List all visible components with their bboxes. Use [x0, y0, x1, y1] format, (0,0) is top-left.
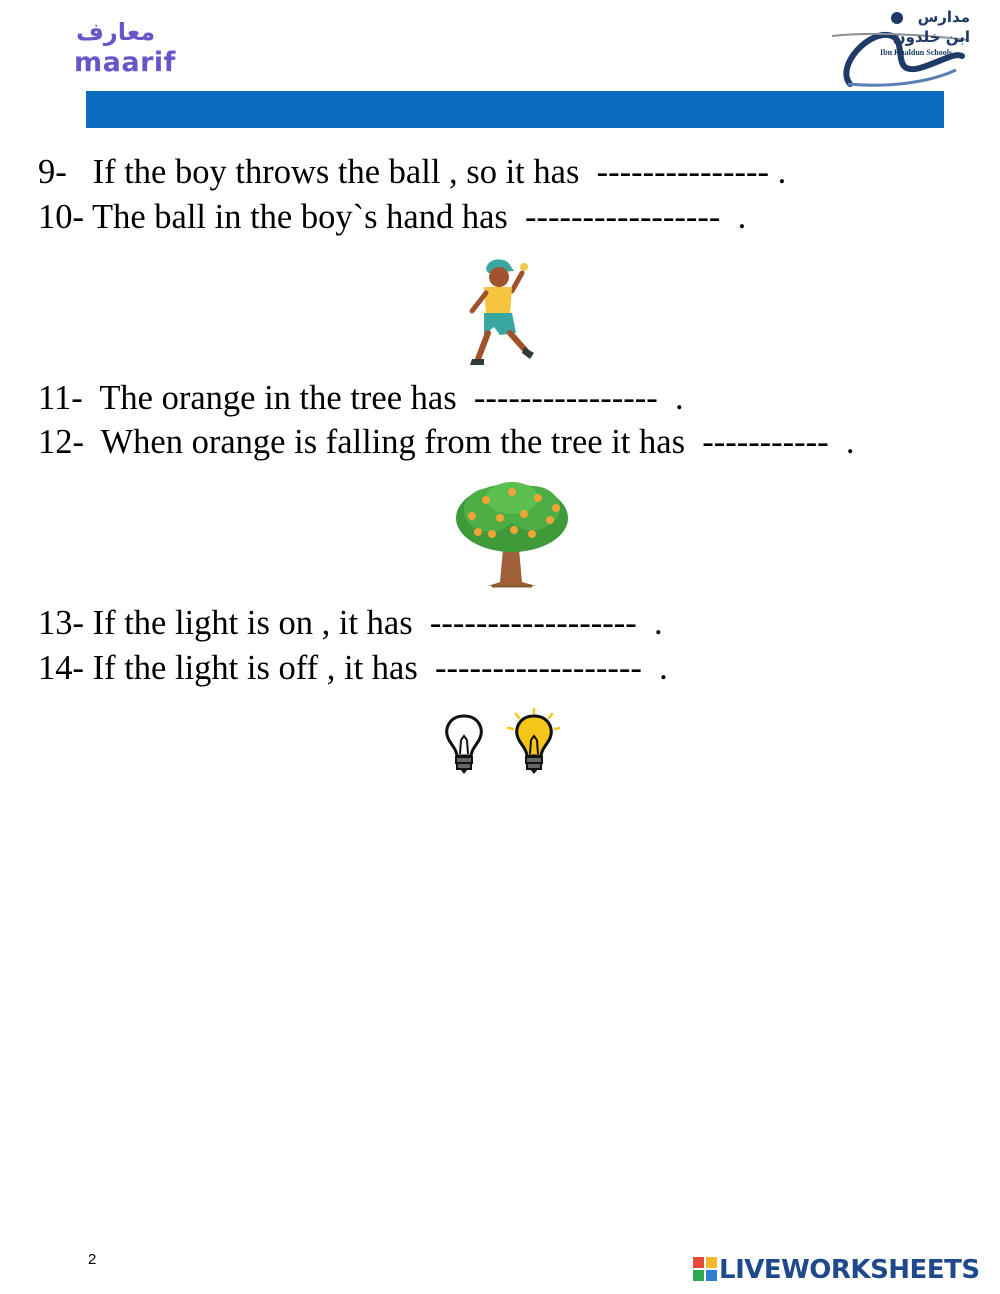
boy-throwing-ball-image	[454, 255, 540, 367]
page-number: 2	[88, 1251, 97, 1268]
maarif-latin-text: maarif	[74, 47, 176, 78]
maarif-logo	[72, 18, 192, 78]
header-banner	[86, 91, 944, 128]
bulb-off-icon	[447, 716, 481, 774]
liveworksheets-blocks-icon	[693, 1257, 717, 1281]
school-arabic-line2: ابن خلدون	[892, 28, 970, 46]
school-english-name: Ibn Khaldun Schools	[880, 48, 953, 57]
question-12: 12- When orange is falling from the tree it has ----------- .	[38, 423, 855, 461]
question-9: 9- If the boy throws the ball , so it has --------------- .	[38, 153, 787, 191]
ibn-khaldun-logo	[830, 6, 970, 88]
light-bulbs-image	[440, 708, 560, 780]
question-14: 14- If the light is off , it has ------------------ .	[38, 649, 668, 687]
question-10: 10- The ball in the boy`s hand has ----------------- .	[38, 198, 747, 236]
maarif-arabic-text: معارف	[76, 18, 156, 46]
question-11: 11- The orange in the tree has ---------------- .	[38, 379, 684, 417]
liveworksheets-logo[interactable]	[693, 1254, 989, 1286]
orange-tree-image	[452, 478, 572, 590]
school-arabic-line1: مدارس	[917, 8, 970, 26]
bulb-on-icon	[508, 708, 560, 774]
liveworksheets-wordmark: LIVEWORKSHEETS	[719, 1255, 980, 1285]
question-13: 13- If the light is on , it has ------------------ .	[38, 604, 663, 642]
